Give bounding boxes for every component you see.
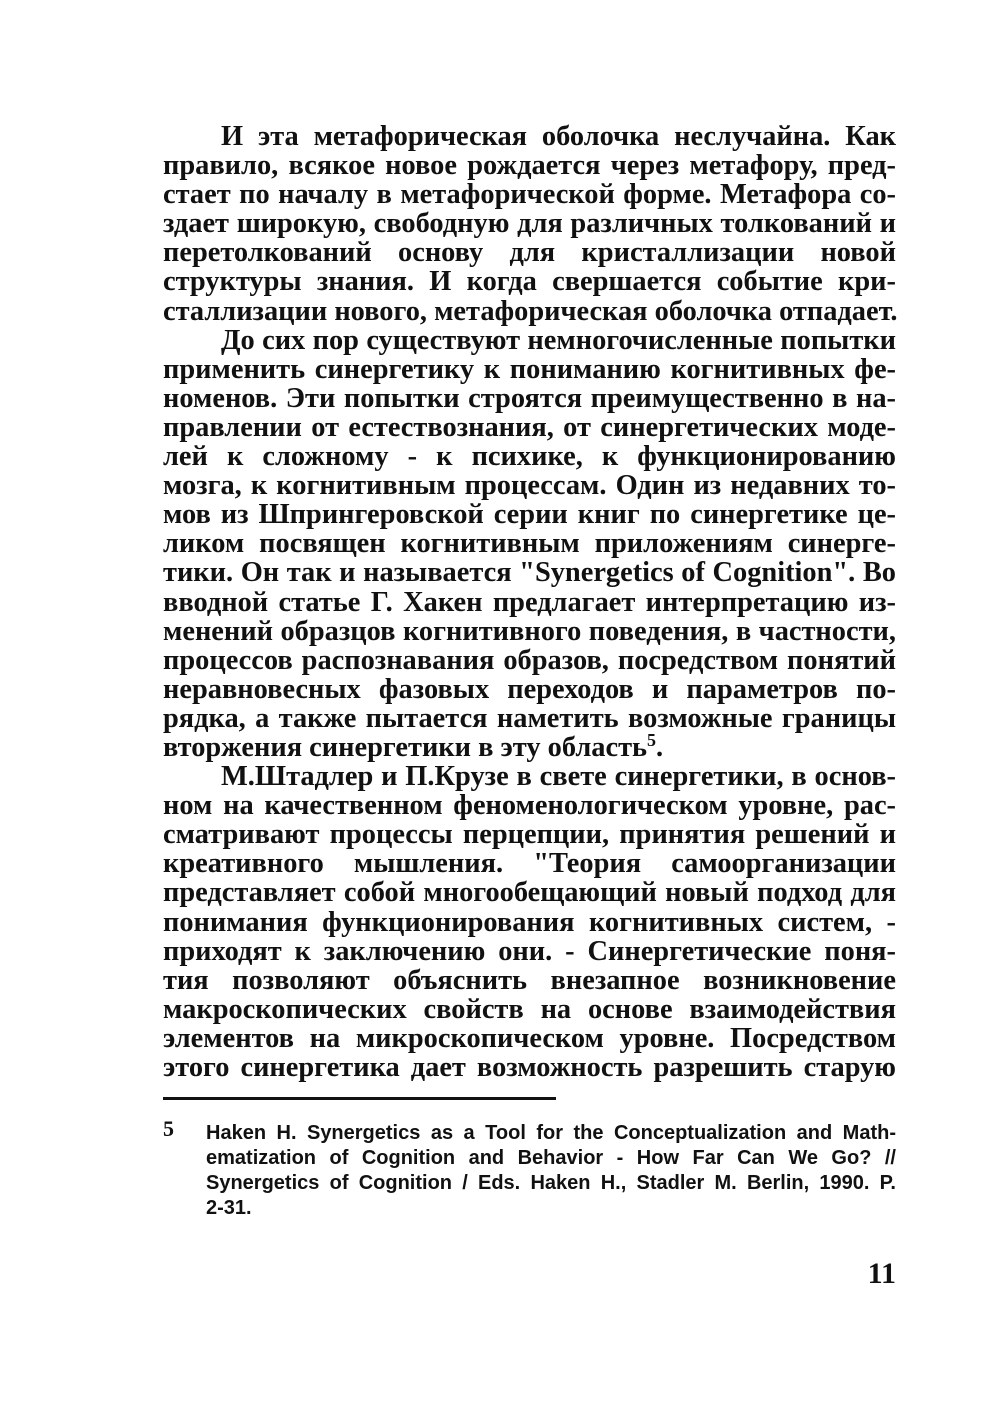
paragraph-1-line: И эта метафорическая оболочка неслучайна. Как bbox=[221, 121, 896, 152]
paragraph-3-line: ном на качественном феноменологическом уровне, рас- bbox=[163, 790, 896, 822]
paragraph-1-line: стает по началу в метафорической форме. Метафора со- bbox=[163, 179, 896, 211]
paragraph-2-line: рядка, а также пытается наметить возможные границы bbox=[163, 702, 896, 734]
paragraph-2-line: вводной статье Г. Хакен предлагает интерпретацию из- bbox=[163, 586, 896, 618]
paragraph-3-line: М.Штадлер и П.Крузе в свете синергетики, в основ- bbox=[221, 761, 896, 793]
paragraph-2-line: тики. Он так и называется "Synergetics of Cognition". Во bbox=[163, 557, 896, 589]
paragraph-3-line: сматривают процессы перцепции, принятия решений и bbox=[163, 819, 896, 851]
footnote-reference: 5 bbox=[647, 729, 657, 750]
paragraph-3-line: макроскопических свойств на основе взаимодействия bbox=[163, 993, 896, 1025]
page-number: 11 bbox=[867, 1257, 896, 1290]
paragraph-2-line: мов из Шпрингеровской серии книг по синергетике це- bbox=[163, 499, 896, 531]
paragraph-2-line: неравновесных фазовых переходов и параметров по- bbox=[163, 673, 896, 705]
footnote-line: 2-31. bbox=[206, 1197, 252, 1219]
paragraph-1-line: структуры знания. И когда свершается событие кри- bbox=[163, 266, 896, 298]
paragraph-2-line: номенов. Эти попытки строятся преимущественно в на- bbox=[163, 382, 896, 414]
footnote-line: Synergetics of Cognition / Eds. Haken H., Stadler M. Berlin, 1990. P. bbox=[206, 1172, 896, 1194]
footnote-line: Haken H. Synergetics as a Tool for the Conceptualization and Math- bbox=[206, 1122, 896, 1144]
paragraph-2-last-line bbox=[163, 729, 896, 763]
paragraph-3-line: креативного мышления. "Теория самоорганизации bbox=[163, 848, 896, 880]
footnote-marker: 5 bbox=[163, 1116, 174, 1141]
paragraph-2-line-text: вторжения синергетики в эту область bbox=[163, 731, 648, 763]
body-text bbox=[163, 122, 896, 1082]
paragraph-2-line: процессов распознавания образов, посредством понятий bbox=[163, 644, 896, 676]
footnote-line: ematization of Cognition and Behavior - How Far Can We Go? // bbox=[206, 1147, 896, 1169]
footnote-separator bbox=[163, 1097, 556, 1100]
paragraph-1-line: сталлизации нового, метафорическая оболочка отпадает. bbox=[163, 295, 898, 327]
paragraph-2-line: ликом посвящен когнитивным приложениям синерге- bbox=[163, 528, 896, 560]
paragraph-2-line: правлении от естествознания, от синергетических моде- bbox=[163, 411, 896, 443]
paragraph-2-line: лей к сложному - к психике, к функционированию bbox=[163, 441, 896, 473]
paragraph-1-line: перетолкований основу для кристаллизации новой bbox=[163, 237, 896, 269]
sentence-period: . bbox=[656, 731, 664, 763]
paragraph-3-line: представляет собой многообещающий новый подход для bbox=[163, 877, 896, 909]
paragraph-2-line: применить синергетику к пониманию когнитивных фе- bbox=[163, 353, 896, 385]
paragraph-3-line: понимания функционирования когнитивных систем, - bbox=[163, 906, 896, 938]
paragraph-3-line: приходят к заключению они. - Синергетические поня- bbox=[163, 935, 896, 967]
paragraph-2-line: менений образцов когнитивного поведения, в частности, bbox=[163, 615, 896, 647]
paragraph-3-line: этого синергетика дает возможность разрешить старую bbox=[163, 1052, 896, 1083]
paragraph-3-line: элементов на микроскопическом уровне. Посредством bbox=[163, 1022, 896, 1054]
paragraph-2-line: До сих пор существуют немногочисленные попытки bbox=[221, 324, 896, 356]
paragraph-1-line: здает широкую, свободную для различных толкований и bbox=[163, 208, 896, 240]
paragraph-3-line: тия позволяют объяснить внезапное возникновение bbox=[163, 964, 896, 996]
paragraph-1-line: правило, всякое новое рождается через метафору, пред- bbox=[163, 150, 896, 182]
footnote-text bbox=[206, 1121, 896, 1221]
paragraph-2-line: мозга, к когнитивным процессам. Один из недавних то- bbox=[163, 470, 896, 502]
